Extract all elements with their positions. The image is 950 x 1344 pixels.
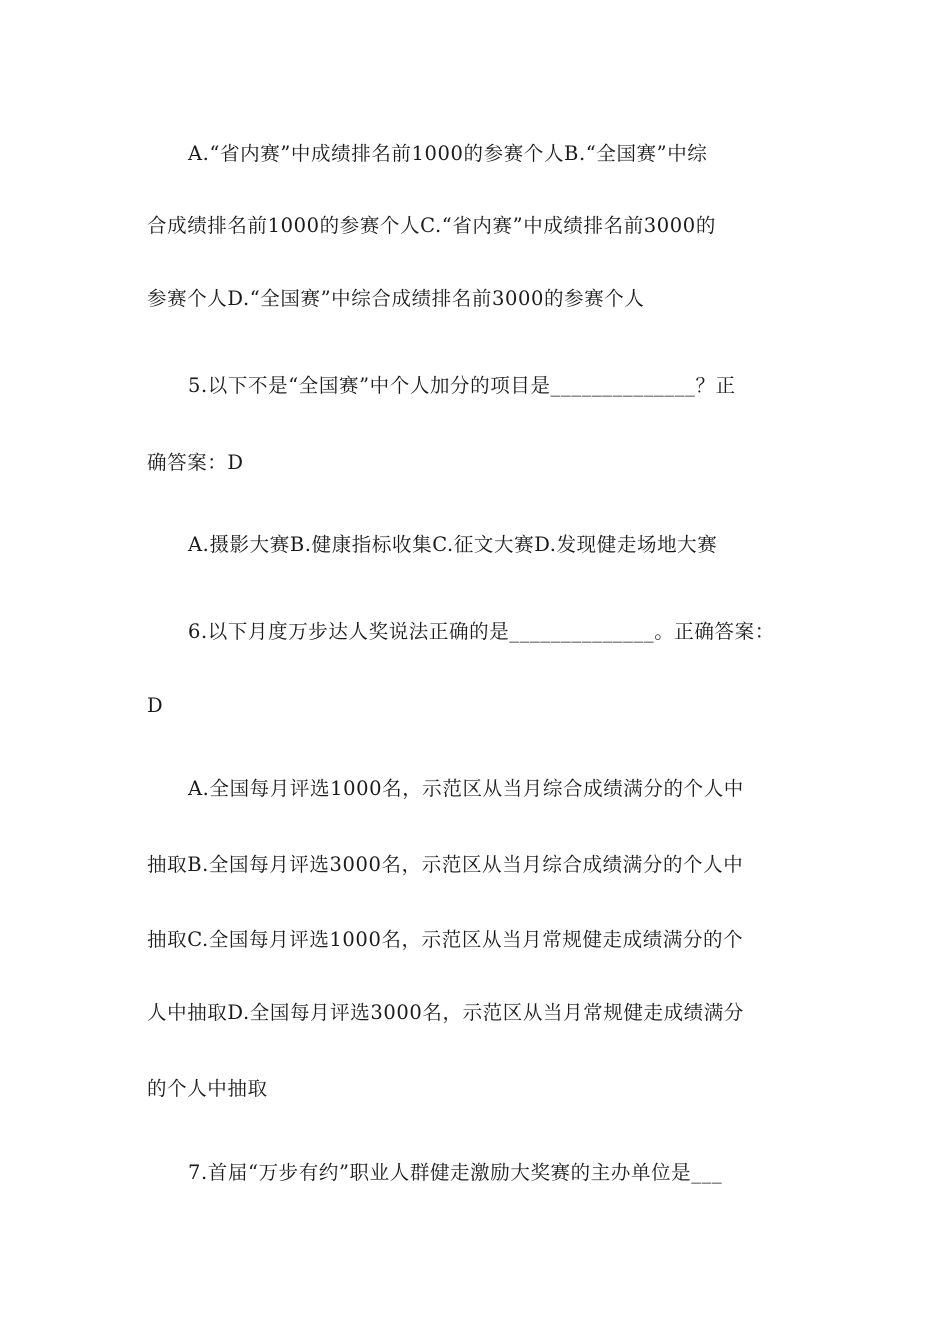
q6-answer-line: D xyxy=(147,694,164,717)
q6-question-line-1: 6.以下月度万步达人奖说法正确的是______________。正确答案： xyxy=(188,620,775,643)
q7-question-line-1: 7.首届“万步有约”职业人群健走激励大奖赛的主办单位是___ xyxy=(188,1161,723,1184)
q5-answer-line: 确答案：D xyxy=(147,451,244,474)
q6-options-line-2: 抽取B.全国每月评选3000名，示范区从当月综合成绩满分的个人中 xyxy=(147,853,744,876)
q5-question-line-1: 5.以下不是“全国赛”中个人加分的项目是______________？正 xyxy=(188,374,736,397)
q5-options-line: A.摄影大赛B.健康指标收集C.征文大赛D.发现健走场地大赛 xyxy=(188,533,718,556)
q6-options-line-1: A.全国每月评选1000名，示范区从当月综合成绩满分的个人中 xyxy=(188,777,744,800)
q4-options-line-1: A.“省内赛”中成绩排名前1000的参赛个人B.“全国赛”中综 xyxy=(188,142,708,165)
q6-options-line-3: 抽取C.全国每月评选1000名，示范区从当月常规健走成绩满分的个 xyxy=(147,928,744,951)
q6-options-line-5: 的个人中抽取 xyxy=(147,1077,268,1100)
q4-options-line-3: 参赛个人D.“全国赛”中综合成绩排名前3000的参赛个人 xyxy=(147,287,645,310)
q6-options-line-4: 人中抽取D.全国每月评选3000名，示范区从当月常规健走成绩满分 xyxy=(147,1001,744,1024)
q4-options-line-2: 合成绩排名前1000的参赛个人C.“省内赛”中成绩排名前3000的 xyxy=(147,214,716,237)
